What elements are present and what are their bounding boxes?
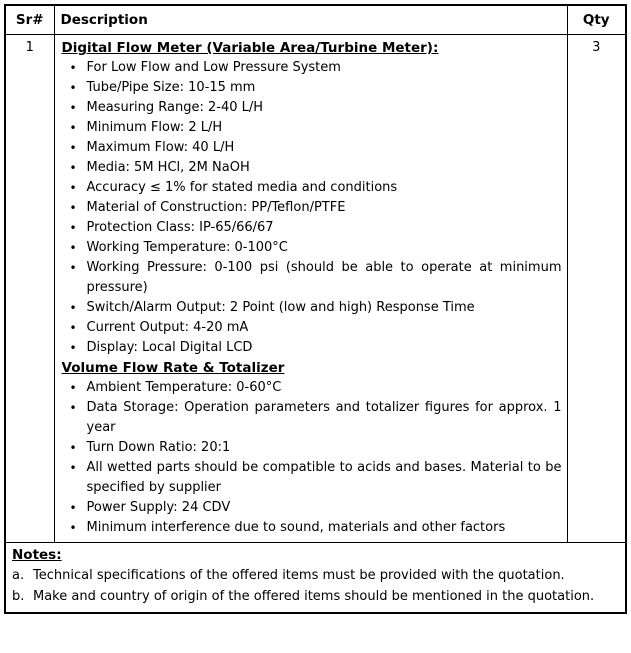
note-marker: a. <box>12 568 25 583</box>
table-row <box>5 35 626 543</box>
table-header-row <box>5 5 626 35</box>
bullet-text: Media: 5M HCl, 2M NaOH <box>86 160 250 175</box>
cell-sr-number: 1 <box>5 35 54 543</box>
bullet-text: Protection Class: IP-65/66/67 <box>86 220 274 235</box>
bullet-icon: • <box>69 141 77 155</box>
note-item <box>12 565 618 586</box>
bullet-item <box>61 258 562 298</box>
bullet-text: Working Pressure: 0-100 psi (should be able to operate at minimum pressure) <box>86 260 562 295</box>
bullet-item <box>61 198 562 218</box>
bullet-icon: • <box>69 261 77 275</box>
bullet-icon: • <box>69 81 77 95</box>
bullet-item <box>61 498 562 518</box>
bullet-item <box>61 78 562 98</box>
header-qty: Qty <box>567 5 626 35</box>
bullet-icon: • <box>69 181 77 195</box>
bullet-icon: • <box>69 381 77 395</box>
bullet-icon: • <box>69 161 77 175</box>
cell-qty-value: 3 <box>567 35 626 543</box>
bullet-text: Measuring Range: 2-40 L/H <box>86 100 264 115</box>
bullet-text: Working Temperature: 0-100°C <box>86 240 288 255</box>
bullet-text: Accuracy ≤ 1% for stated media and conditions <box>86 180 398 195</box>
bullet-item <box>61 118 562 138</box>
bullet-text: All wetted parts should be compatible to acids and bases. Material to be specified by supplier <box>86 460 562 495</box>
bullet-icon: • <box>69 221 77 235</box>
bullet-item <box>61 158 562 178</box>
note-item <box>12 586 618 607</box>
note-text: Make and country of origin of the offered items should be mentioned in the quotation. <box>33 589 595 604</box>
bullet-icon: • <box>69 301 77 315</box>
section-heading: Digital Flow Meter (Variable Area/Turbine Meter): <box>61 40 439 56</box>
bullet-text: Turn Down Ratio: 20:1 <box>86 440 231 455</box>
bullet-icon: • <box>69 341 77 355</box>
bullet-text: Current Output: 4-20 mA <box>86 320 249 335</box>
bullet-item <box>61 338 562 358</box>
cell-description <box>54 35 567 543</box>
bullet-text: For Low Flow and Low Pressure System <box>86 60 341 75</box>
notes-list <box>12 565 618 607</box>
bullet-icon: • <box>69 461 77 475</box>
bullet-icon: • <box>69 121 77 135</box>
bullet-item <box>61 238 562 258</box>
bullet-item <box>61 398 562 438</box>
notes-heading: Notes: <box>12 547 62 563</box>
bullet-item <box>61 378 562 398</box>
bullet-icon: • <box>69 521 77 535</box>
bullet-item <box>61 58 562 78</box>
bullet-text: Material of Construction: PP/Teflon/PTFE <box>86 200 346 215</box>
bullet-item <box>61 438 562 458</box>
section-heading: Volume Flow Rate & Totalizer <box>61 360 285 376</box>
bullet-text: Minimum interference due to sound, materials and other factors <box>86 520 506 535</box>
bullet-icon: • <box>69 321 77 335</box>
bullet-text: Tube/Pipe Size: 10-15 mm <box>86 80 256 95</box>
bullet-item <box>61 318 562 338</box>
notes-row <box>5 543 626 614</box>
bullet-text: Display: Local Digital LCD <box>86 340 253 355</box>
bullet-icon: • <box>69 101 77 115</box>
bullet-icon: • <box>69 241 77 255</box>
bullet-icon: • <box>69 441 77 455</box>
bullet-item <box>61 458 562 498</box>
bullet-icon: • <box>69 401 77 415</box>
note-text: Technical specifications of the offered items must be provided with the quotation. <box>33 568 565 583</box>
bullet-text: Switch/Alarm Output: 2 Point (low and high) Response Time <box>86 300 475 315</box>
bullet-icon: • <box>69 501 77 515</box>
bullet-item <box>61 178 562 198</box>
bullet-text: Power Supply: 24 CDV <box>86 500 231 515</box>
bullet-item <box>61 138 562 158</box>
bullet-text: Data Storage: Operation parameters and totalizer figures for approx. 1 year <box>86 400 562 435</box>
bullet-item <box>61 298 562 318</box>
bullet-item <box>61 518 562 538</box>
bullet-icon: • <box>69 61 77 75</box>
notes-cell <box>5 543 626 614</box>
header-description: Description <box>54 5 567 35</box>
spec-table <box>4 4 627 614</box>
bullet-item <box>61 98 562 118</box>
bullet-text: Minimum Flow: 2 L/H <box>86 120 223 135</box>
bullet-text: Ambient Temperature: 0-60°C <box>86 380 282 395</box>
note-marker: b. <box>12 589 25 604</box>
description-blocks <box>61 38 562 538</box>
header-sr: Sr# <box>5 5 54 35</box>
bullet-icon: • <box>69 201 77 215</box>
bullet-item <box>61 218 562 238</box>
bullet-text: Maximum Flow: 40 L/H <box>86 140 235 155</box>
